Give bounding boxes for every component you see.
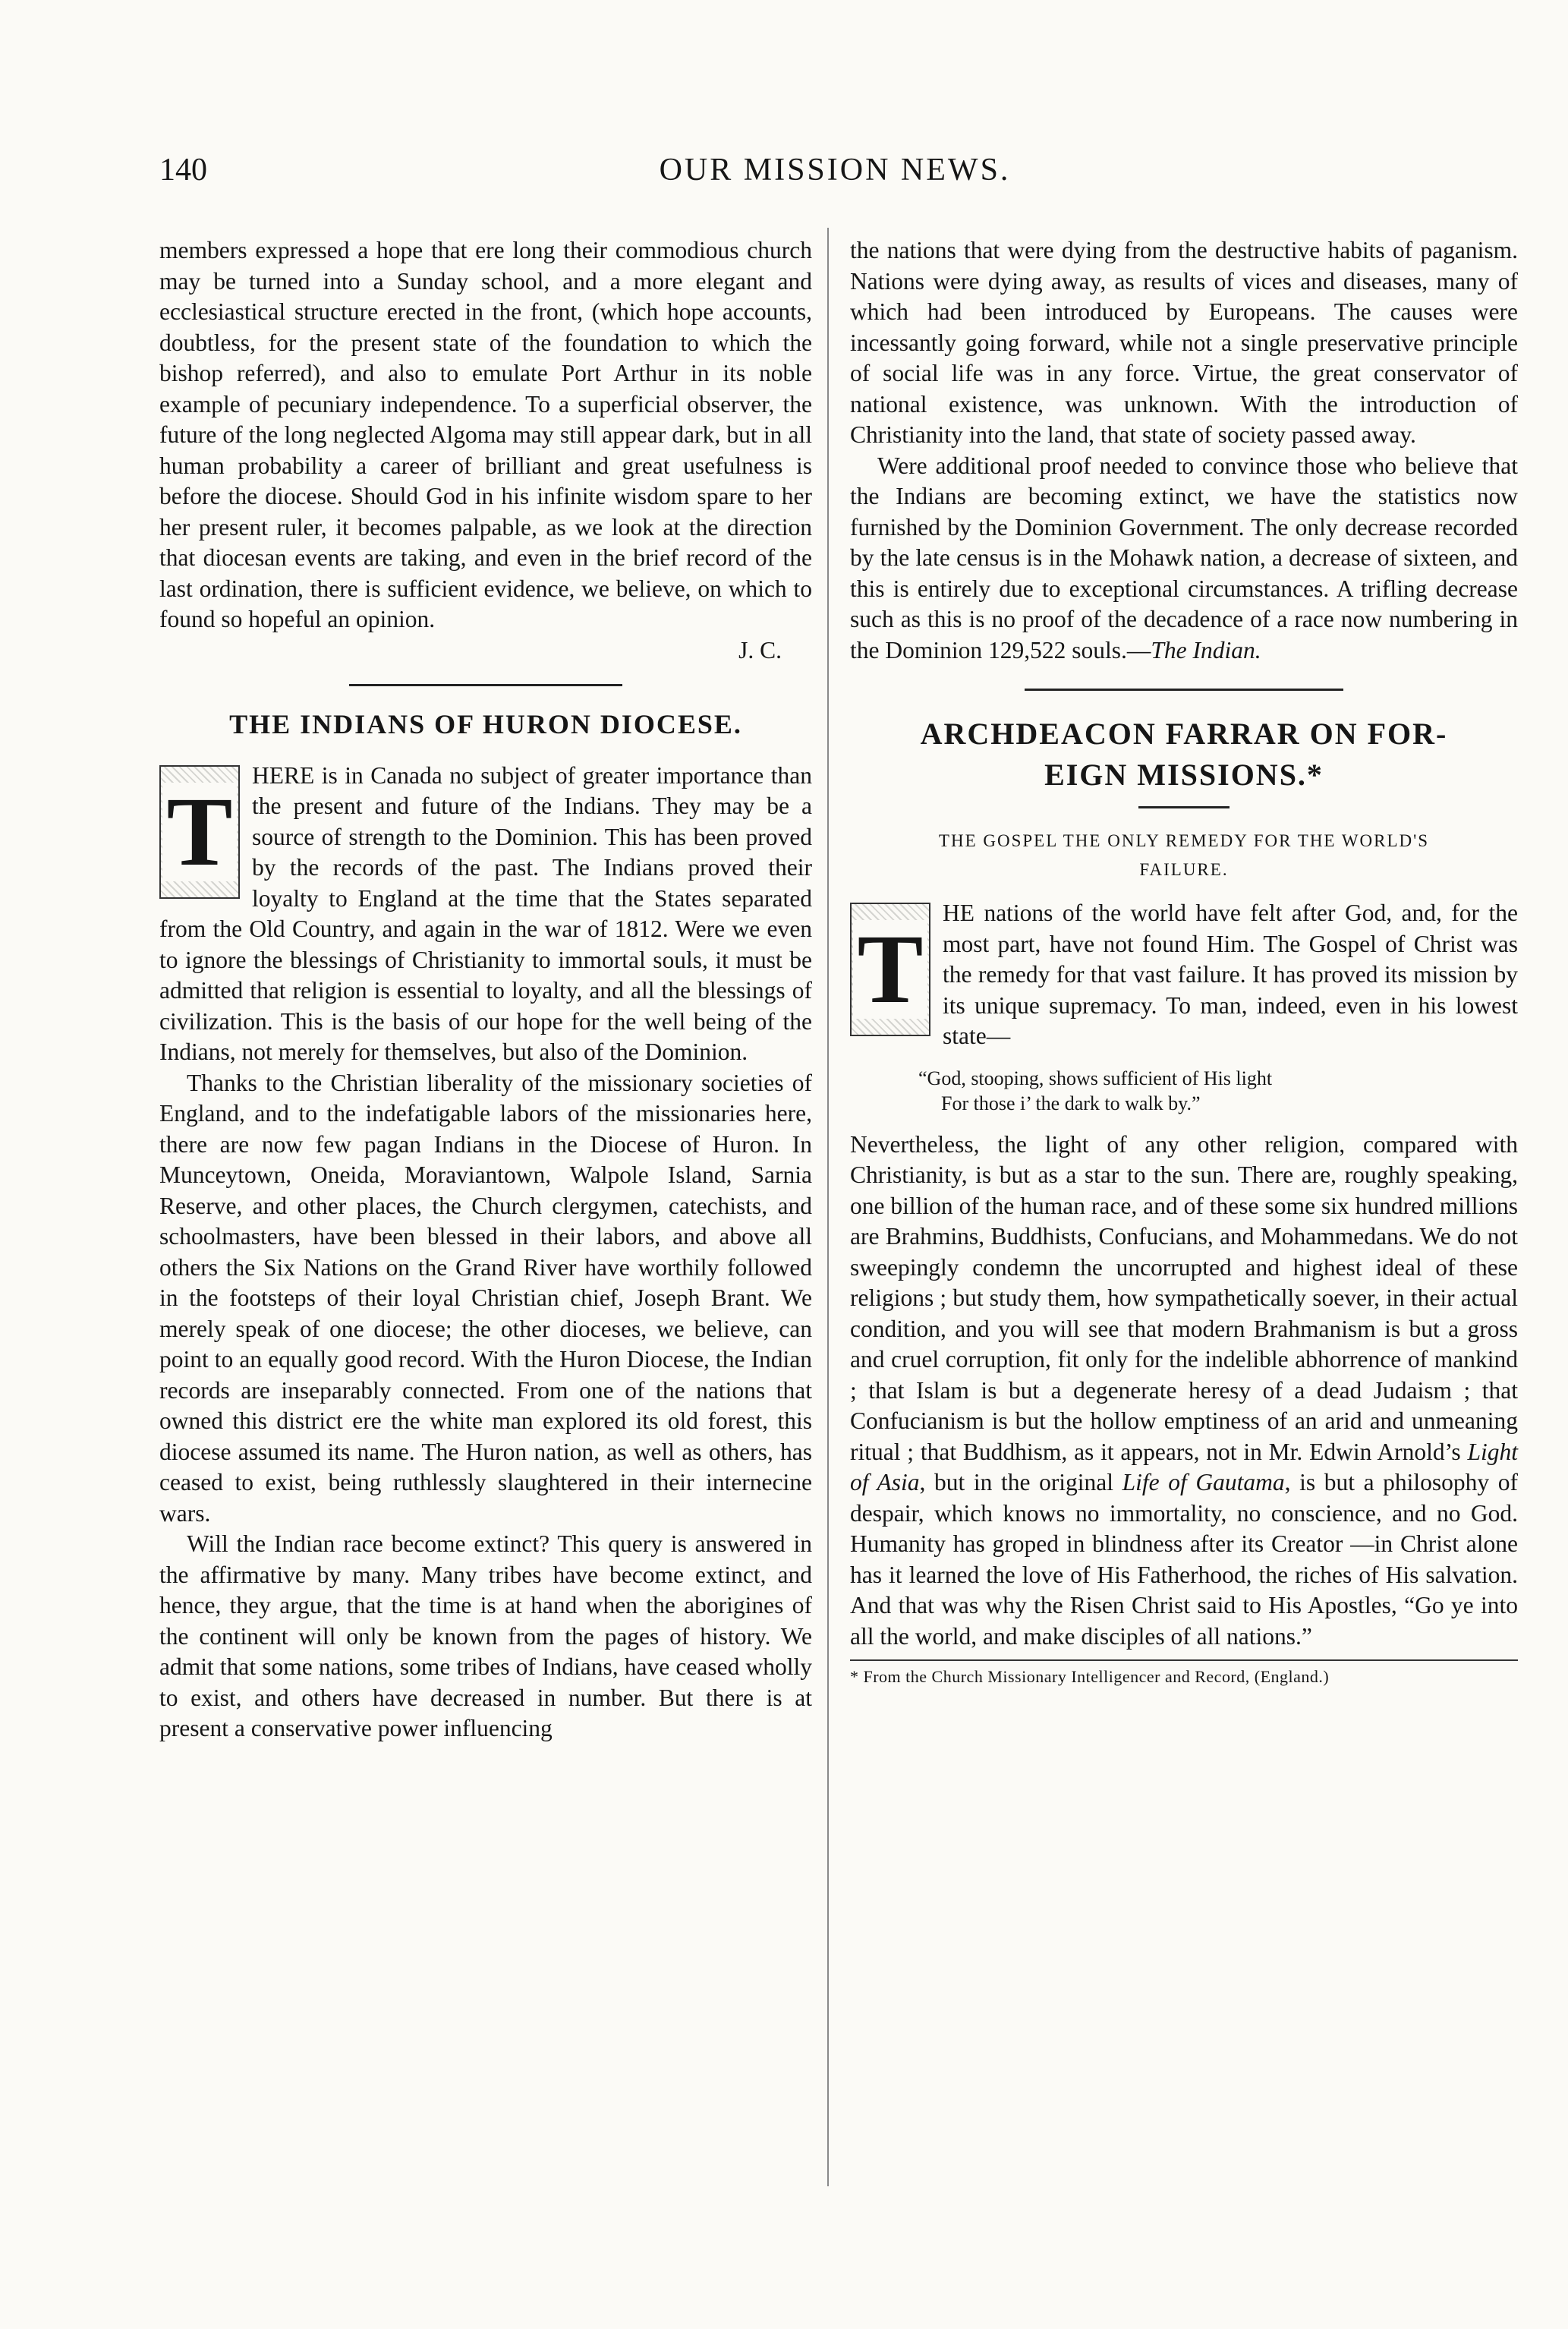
footnote: * From the Church Missionary Intelligencer and Record, (England.) xyxy=(850,1667,1330,1686)
page-header xyxy=(159,152,1510,197)
verse-line: “God, stooping, shows sufficient of His light xyxy=(918,1067,1273,1089)
verse-quotation xyxy=(918,1066,1518,1116)
continued-paragraph: members expressed a hope that ere long their commodious church may be turned into a Sunday school, and a more elegant and ecclesiastical structure erected in the front, (which hope accounts, doubtless, for the present state of the foundation to which the bishop referred), and also to emulate Port Arthur in its noble example of pecuniary independence. To a superficial observer, the future of the long neglected Algoma may still appear dark, but in all human probability a career of brilliant and great usefulness is before the diocese. Should God in his infinite wisdom spare to her her present ruler, it becomes palpable, as we look at the direction that diocesan events are taking, and even in the brief record of the last ordination, there is sufficient evidence, we believe, on which to found so hopeful an opinion. xyxy=(159,237,812,632)
article-title-line-2: EIGN MISSIONS.* xyxy=(1044,758,1324,792)
section-rule xyxy=(1025,689,1343,691)
continued-paragraph: the nations that were dying from the destructive habits of paganism. Nations were dying away, as results of vices and diseases, many of which had been introduced by Europeans. The causes were incessantly going forward, while not a single preservative principle of social life was in any force. Virtue, the great conservator of national existence, was unknown. With the introduction of Christianity into the land, that state of society passed away. xyxy=(850,237,1518,448)
article-paragraph-2: Thanks to the Christian liberality of the missionary societies of England, and to the indefatigable labors of the missionaries here, there are now few pagan Indians in the Diocese of Huron. In Munceytown, Oneida, Moraviantown, Walpole Island, Sarnia Reserve, and other places, the Church clergymen, catechists, and schoolmasters, have been blessed in their labors, and above all others the Six Nations on the Grand River have worthily followed in the footsteps of their loyal Christian chief, Joseph Brant. We merely speak of one diocese; the other dioceses, we believe, can point to an equally good record. With the Huron Diocese, the Indian records are inseparably connected. From one of the nations that owned this district ere the white man explored its old forest, this diocese assumed its name. The Huron nation, as well as others, has ceased to exist, being ruthlessly slaughtered in their internecine wars. xyxy=(159,1069,812,1527)
article-paragraph-1: T HE nations of the world have felt after God, and, for the most part, have not found Him. The Gospel of Christ was the remedy for that vast failure. It has proved its mission by its unique supremacy. To man, indeed, even in his lowest state— xyxy=(850,898,1518,1052)
book-title: Light of Asia xyxy=(850,1438,1518,1495)
dropcap-initial: T xyxy=(850,903,930,1036)
right-column xyxy=(850,235,1518,1688)
article-title-indians: THE INDIANS OF HURON DIOCESE. xyxy=(229,708,742,739)
book-title: Life of Gautama xyxy=(1122,1469,1285,1495)
article-paragraph-3: Will the Indian race become extinct? This query is answered in the affirmative by many. Many tribes have become extinct, and hence, they argue, that the time is at hand when the aborigines of the continent will only be known from the pages of history. We admit that some nations, some tribes of Indians, have ceased wholly to exist, and others have decreased in number. But there is at present a conservative power influencing xyxy=(159,1530,812,1741)
article-paragraph-2: Nevertheless, the light of any other religion, compared with Christianity, is but as a star to the sun. There are, roughly speaking, one billion of the human race, and of these some six hundred millions are Brahmins, Buddhists, Confucians, and Mohammedans. We do not sweepingly condemn the uncorrupted and highest ideal of these religions ; but study them, how sympathetically soever, in their actual condition, and you will see that modern Brahmanism is but a gross and cruel corruption, fit only for the indelible abhorrence of mankind ; that Islam is but a degenerate heresy of a dead Judaism ; that Confucianism is but the hollow emptiness of an arid and unmeaning ritual ; that Buddhism, as it appears, not in Mr. Edwin Arnold’s Light of Asia, but in the original Life of Gautama, is but a philosophy of despair, which knows no immortality, no conscience, and no God. Humanity has groped in blindness after its Creator —in Christ alone has it learned the love of His Fatherhood, the riches of His salvation. And that was why the Risen Christ said to His Apostles, “Go ye into all the world, and make disciples of all nations.” xyxy=(850,1130,1519,1650)
running-title: OUR MISSION NEWS. xyxy=(659,153,1011,188)
source-citation: The Indian. xyxy=(1151,636,1261,663)
article-title-line-1: ARCHDEACON FARRAR ON FOR- xyxy=(920,717,1448,751)
statistics-paragraph: Were additional proof needed to convince those who believe that the Indians are becoming extinct, we have the statistics now furnished by the Dominion Government. The only decrease recorded by the late census is in the Mohawk nation, a decrease of sixteen, and this is entirely due to exceptional circumstances. A trifling decrease such as this is no proof of the decadence of a race now numbering in the Dominion 129,522 souls.—The Indian. xyxy=(850,452,1518,663)
column-divider xyxy=(827,228,829,2186)
title-rule xyxy=(1138,806,1230,808)
article-title-farrar xyxy=(850,714,1518,796)
page-number: 140 xyxy=(159,153,207,188)
dropcap-initial: T xyxy=(159,765,240,899)
author-signature: J. C. xyxy=(738,636,782,663)
left-column xyxy=(159,235,812,1744)
section-rule xyxy=(349,684,622,686)
article-paragraph-1: T HERE is in Canada no subject of greater importance than the present and future of the Indians. They may be a source of strength to the Dominion. This has been proved by the records of the past. The Indians proved their loyalty to England at the time that the States separated from the Old Country, and again in the war of 1812. Were we even to ignore the blessings of Christianity to immortal souls, it must be admitted that religion is essential to loyalty, and all the blessings of civilization. This is the basis of our hope for the well being of the Indians, not merely for themselves, but also of the Dominion. xyxy=(159,761,812,1065)
verse-line: For those i’ the dark to walk by.” xyxy=(941,1092,1201,1114)
article-subheading: THE GOSPEL THE ONLY REMEDY FOR THE WORLD'S FAILURE. xyxy=(938,831,1430,879)
footnote-rule xyxy=(850,1659,1518,1661)
